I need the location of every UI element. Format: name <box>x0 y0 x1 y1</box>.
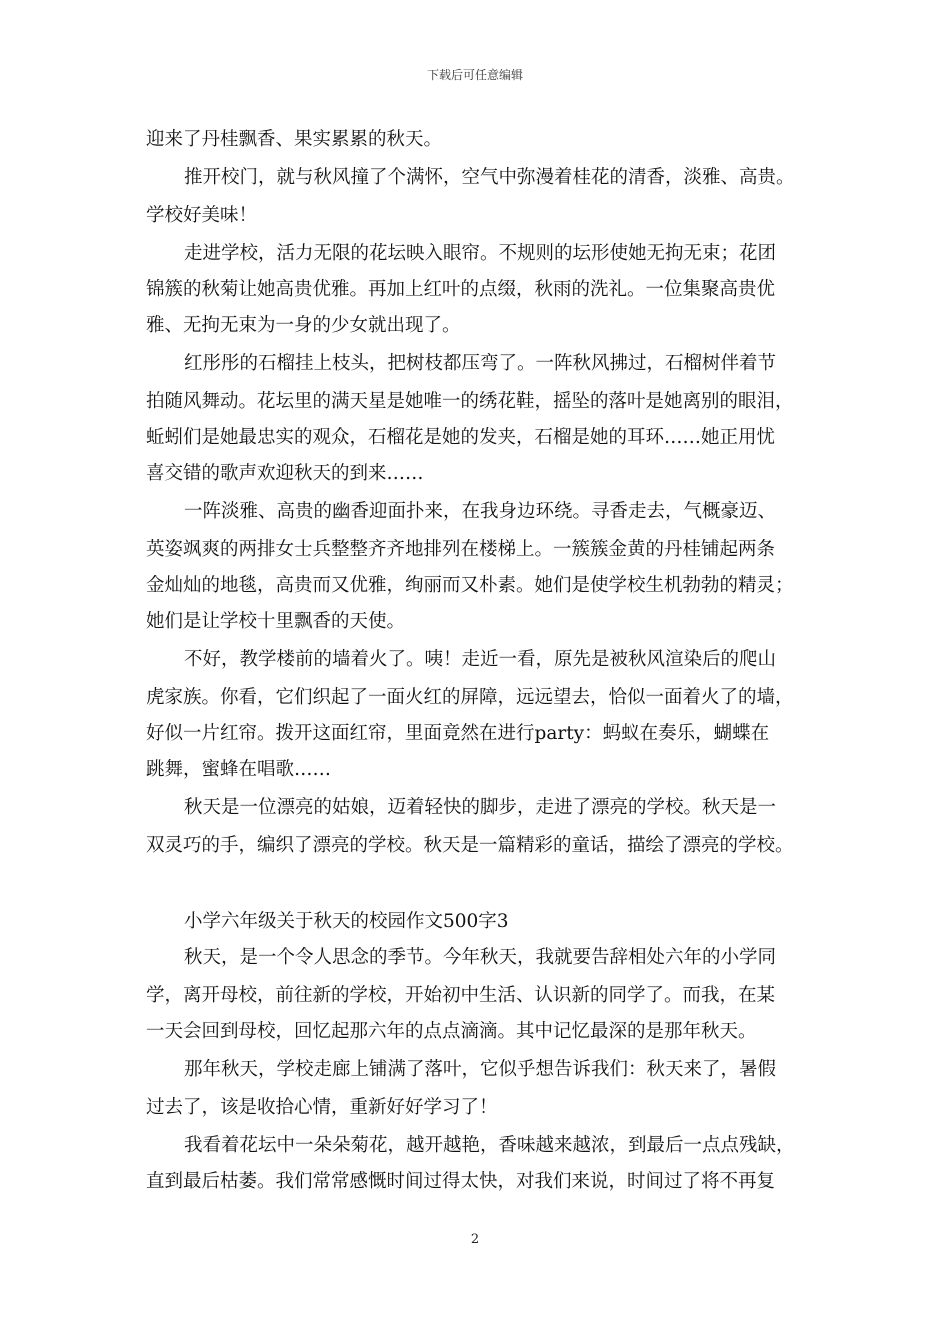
text-line: 走进学校，活力无限的花坛映入眼帘。不规则的坛形使她无拘无束；花团 <box>184 243 777 264</box>
text-line: 金灿灿的地毯，高贵而又优雅，绚丽而又朴素。她们是使学校生机勃勃的精灵； <box>146 575 794 596</box>
text-line: 好似一片红帘。拨开这面红帘，里面竟然在进行party：蚂蚁在奏乐，蝴蝶在 <box>146 723 770 744</box>
text-line: 过去了，该是收拾心情，重新好好学习了！ <box>146 1097 498 1118</box>
text-line: 雅、无拘无束为一身的少女就出现了。 <box>146 315 461 336</box>
text-line: 那年秋天，学校走廊上铺满了落叶，它似乎想告诉我们：秋天来了，暑假 <box>184 1059 777 1080</box>
page-header: 下载后可任意编辑 <box>426 68 523 82</box>
text-line: 不好，教学楼前的墙着火了。咦！走近一看，原先是被秋风渲染后的爬山 <box>184 649 777 670</box>
text-line: 她们是让学校十里飘香的天使。 <box>146 611 406 632</box>
text-line: 跳舞，蜜蜂在唱歌…… <box>146 759 332 780</box>
text-line: 红彤彤的石榴挂上枝头，把树枝都压弯了。一阵秋风拂过，石榴树伴着节 <box>184 353 777 374</box>
text-line: 秋天是一位漂亮的姑娘，迈着轻快的脚步，走进了漂亮的学校。秋天是一 <box>184 797 777 818</box>
text-line: 迎来了丹桂飘香、果实累累的秋天。 <box>146 129 443 150</box>
text-line: 一天会回到母校，回忆起那六年的点点滴滴。其中记忆最深的是那年秋天。 <box>146 1021 757 1042</box>
text-line: 学，离开母校，前往新的学校，开始初中生活、认识新的同学了。而我，在某 <box>146 985 776 1006</box>
text-line: 拍随风舞动。花坛里的满天星是她唯一的绣花鞋，摇坠的落叶是她离别的眼泪， <box>146 391 794 412</box>
text-line: 一阵淡雅、高贵的幽香迎面扑来，在我身边环绕。寻香走去，气概豪迈、 <box>184 501 777 522</box>
section-title: 小学六年级关于秋天的校园作文500字3 <box>184 911 509 932</box>
text-line: 英姿飒爽的两排女士兵整整齐齐地排列在楼梯上。一簇簇金黄的丹桂铺起两条 <box>146 539 776 560</box>
text-line: 我看着花坛中一朵朵菊花，越开越艳，香味越来越浓，到最后一点点残缺， <box>184 1135 795 1156</box>
text-line: 蚯蚓们是她最忠实的观众，石榴花是她的发夹，石榴是她的耳环……她正用忧 <box>146 427 776 448</box>
text-line: 虎家族。你看，它们织起了一面火红的屏障，远远望去，恰似一面着火了的墙， <box>146 687 794 708</box>
text-line: 喜交错的歌声欢迎秋天的到来…… <box>146 463 424 484</box>
text-line: 双灵巧的手，编织了漂亮的学校。秋天是一篇精彩的童话，描绘了漂亮的学校。 <box>146 835 794 856</box>
text-line: 学校好美味！ <box>146 205 258 226</box>
text-line: 直到最后枯萎。我们常常感慨时间过得太快，对我们来说，时间过了将不再复 <box>146 1171 776 1192</box>
text-line: 推开校门，就与秋风撞了个满怀，空气中弥漫着桂花的清香，淡雅、高贵。 <box>184 167 795 188</box>
text-line: 锦簇的秋菊让她高贵优雅。再加上红叶的点缀，秋雨的洗礼。一位集聚高贵优 <box>146 279 776 300</box>
text-line: 秋天，是一个令人思念的季节。今年秋天，我就要告辞相处六年的小学同 <box>184 947 777 968</box>
page-number: 2 <box>470 1232 480 1247</box>
